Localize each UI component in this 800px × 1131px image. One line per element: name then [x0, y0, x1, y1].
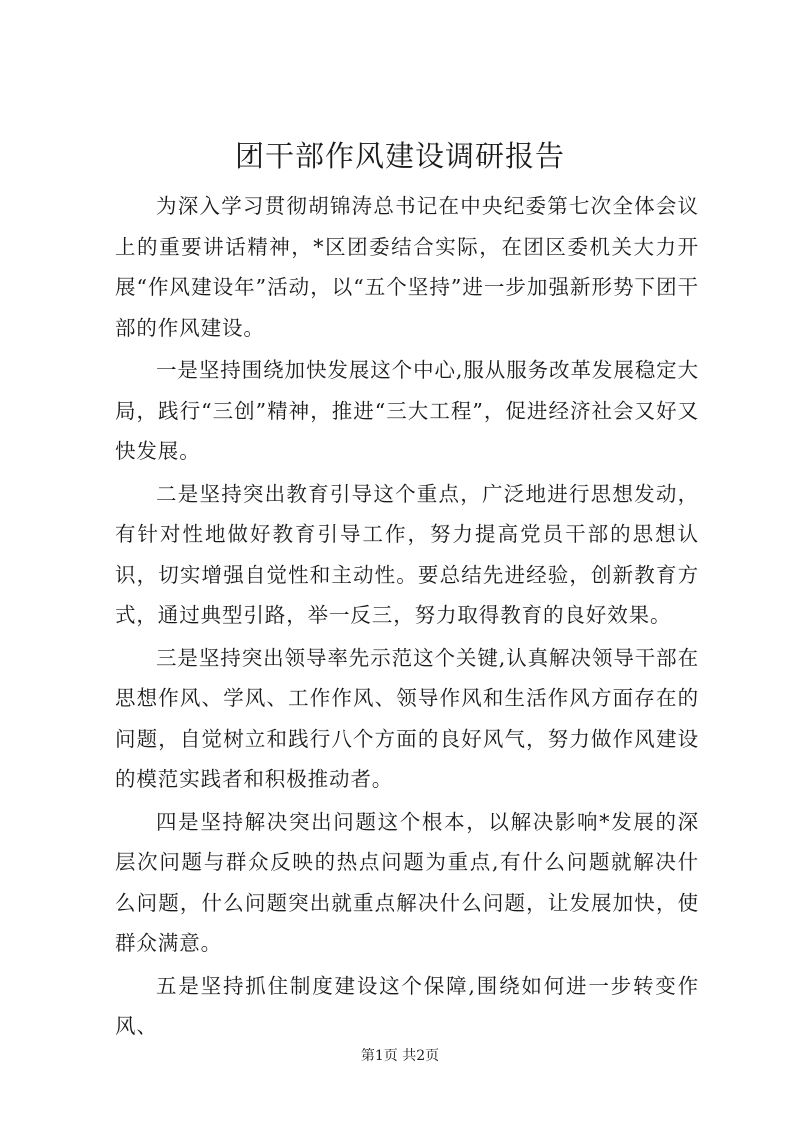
paragraph-point-4: 四是坚持解决突出问题这个根本，以解决影响*发展的深层次问题与群众反映的热点问题为重点,有什么问题就解决什么问题，什么问题突出就重点解决什么问题，让发展加快，使群众满意。: [115, 809, 699, 955]
page-number-footer: 第1页 共2页: [360, 1048, 440, 1064]
paragraph-intro: 为深入学习贯彻胡锦涛总书记在中央纪委第七次全体会议上的重要讲话精神，*区团委结合实际，在团区委机关大力开展“作风建设年”活动，以“五个坚持”进一步加强新形势下团干部的作风建设。: [115, 194, 699, 340]
paragraph-point-2: 二是坚持突出教育引导这个重点，广泛地进行思想发动，有针对性地做好教育引导工作，努力提高党员干部的思想认识，切实增强自觉性和主动性。要总结先进经验，创新教育方式，通过典型引路，举一反三，努力取得教育的良好效果。: [115, 481, 699, 627]
document-body: [115, 186, 699, 1049]
paragraph-point-5: 五是坚持抓住制度建设这个保障,围绕如何进一步转变作风、: [115, 973, 699, 1038]
paragraph-point-3: 三是坚持突出领导率先示范这个关键,认真解决领导干部在思想作风、学风、工作作风、领导作风和生活作风方面存在的问题，自觉树立和践行八个方面的良好风气，努力做作风建设的模范实践者和积极推动者。: [115, 645, 699, 791]
paragraph-point-1: 一是坚持围绕加快发展这个中心,服从服务改革发展稳定大局，践行“三创”精神，推进“三大工程”，促进经济社会又好又快发展。: [115, 358, 699, 463]
document-title: 团干部作风建设调研报告: [234, 139, 565, 173]
